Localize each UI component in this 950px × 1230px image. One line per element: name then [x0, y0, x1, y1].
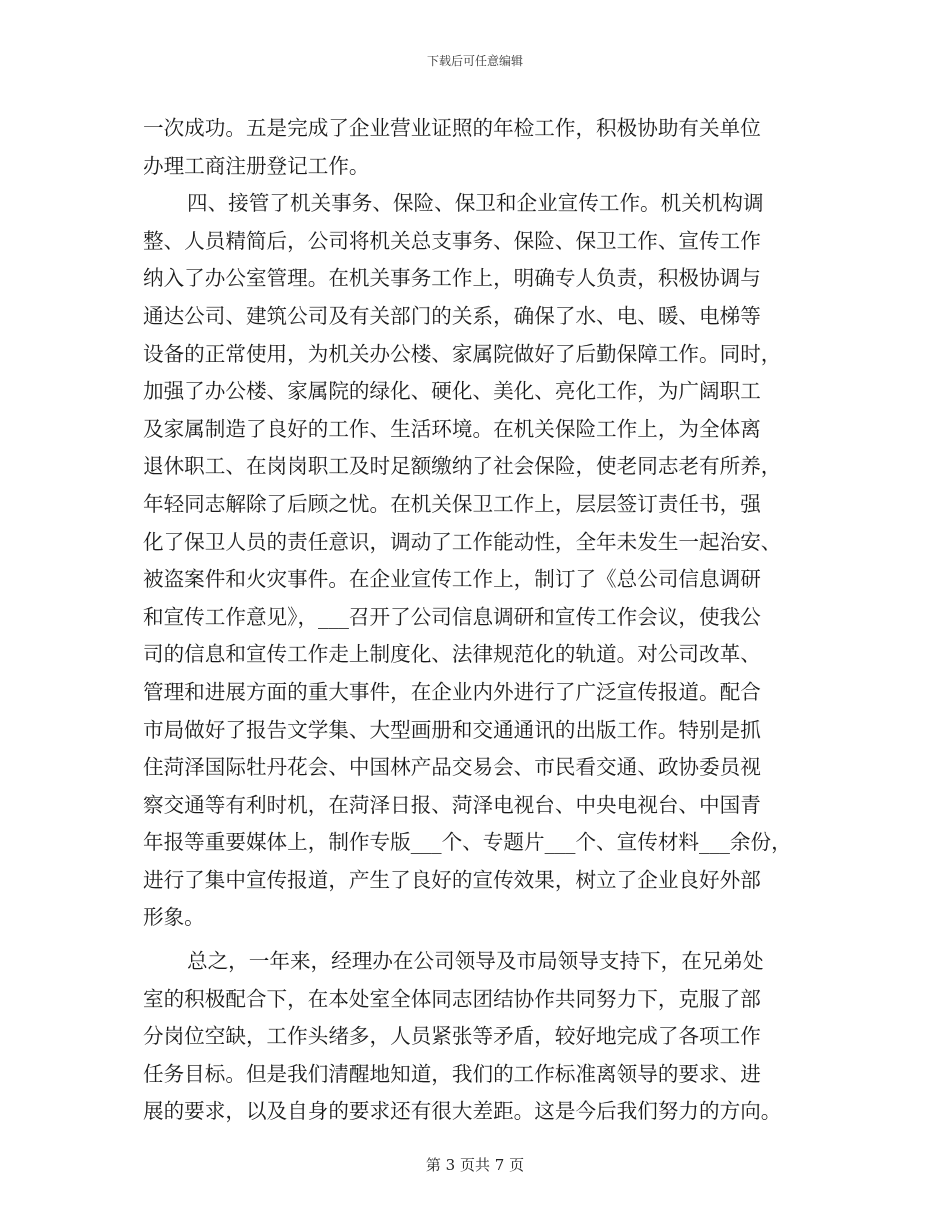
page-number-footer: 第 3 页共 7 页: [425, 1156, 525, 1174]
body-line: 分岗位空缺，工作头绪多，人员紧张等矛盾，较好地完成了各项工作: [143, 1024, 761, 1049]
body-line: 纳入了办公室管理。在机关事务工作上，明确专人负责，积极协调与: [143, 266, 761, 291]
body-line: 管理和进展方面的重大事件，在企业内外进行了广泛宣传报道。配合: [143, 679, 761, 704]
body-line: 进行了集中宣传报道，产生了良好的宣传效果，树立了企业良好外部: [143, 867, 761, 892]
body-line: 一次成功。五是完成了企业营业证照的年检工作，积极协助有关单位: [143, 116, 761, 140]
document-body: [143, 110, 813, 1131]
body-line: 通达公司、建筑公司及有关部门的关系，确保了水、电、暖、电梯等: [143, 303, 761, 328]
body-line: 加强了办公楼、家属院的绿化、硬化、美化、亮化工作，为广阔职工: [143, 379, 761, 404]
body-line: 室的积极配合下，在本处室全体同志团结协作共同努力下，克服了部: [143, 986, 761, 1011]
body-line: 年报等重要媒体上，制作专版___个、专题片___个、宣传材料___余份，: [143, 830, 792, 855]
body-line: 住菏泽国际牡丹花会、中国林产品交易会、市民看交通、政协委员视: [143, 755, 761, 780]
body-line: 形象。: [143, 905, 205, 930]
body-line: 退休职工、在岗岗职工及时足额缴纳了社会保险，使老同志老有所养，: [143, 454, 782, 479]
body-line: 察交通等有利时机，在菏泽日报、菏泽电视台、中央电视台、中国青: [143, 792, 761, 817]
body-line: 市局做好了报告文学集、大型画册和交通通讯的出版工作。特别是抓: [143, 717, 761, 742]
body-line: 及家属制造了良好的工作、生活环境。在机关保险工作上，为全体离: [143, 416, 761, 441]
body-line: 被盗案件和火灾事件。在企业宣传工作上，制订了《总公司信息调研: [143, 567, 761, 592]
body-line: 司的信息和宣传工作走上制度化、法律规范化的轨道。对公司改革、: [143, 642, 761, 667]
body-line: 办理工商注册登记工作。: [143, 153, 370, 178]
paragraph-start-line: 总之，一年来，经理办在公司领导及市局领导支持下，在兄弟处: [187, 949, 764, 974]
page-header-note: 下载后可任意编辑: [426, 54, 523, 68]
body-line: 展的要求，以及自身的要求还有很大差距。这是今后我们努力的方向。: [143, 1099, 782, 1124]
paragraph-start-line: 四、接管了机关事务、保险、保卫和企业宣传工作。机关机构调: [187, 191, 764, 216]
body-line: 年轻同志解除了后顾之忧。在机关保卫工作上，层层签订责任书，强: [143, 491, 761, 516]
body-line: 整、人员精简后，公司将机关总支事务、保险、保卫工作、宣传工作: [143, 228, 761, 253]
body-line: 化了保卫人员的责任意识，调动了工作能动性，全年未发生一起治安、: [143, 529, 782, 554]
body-line: 设备的正常使用，为机关办公楼、家属院做好了后勤保障工作。同时，: [143, 341, 782, 366]
body-line: 和宣传工作意见》，___召开了公司信息调研和宣传工作会议，使我公: [143, 604, 761, 629]
body-line: 任务目标。但是我们清醒地知道，我们的工作标准离领导的要求、进: [143, 1061, 761, 1086]
